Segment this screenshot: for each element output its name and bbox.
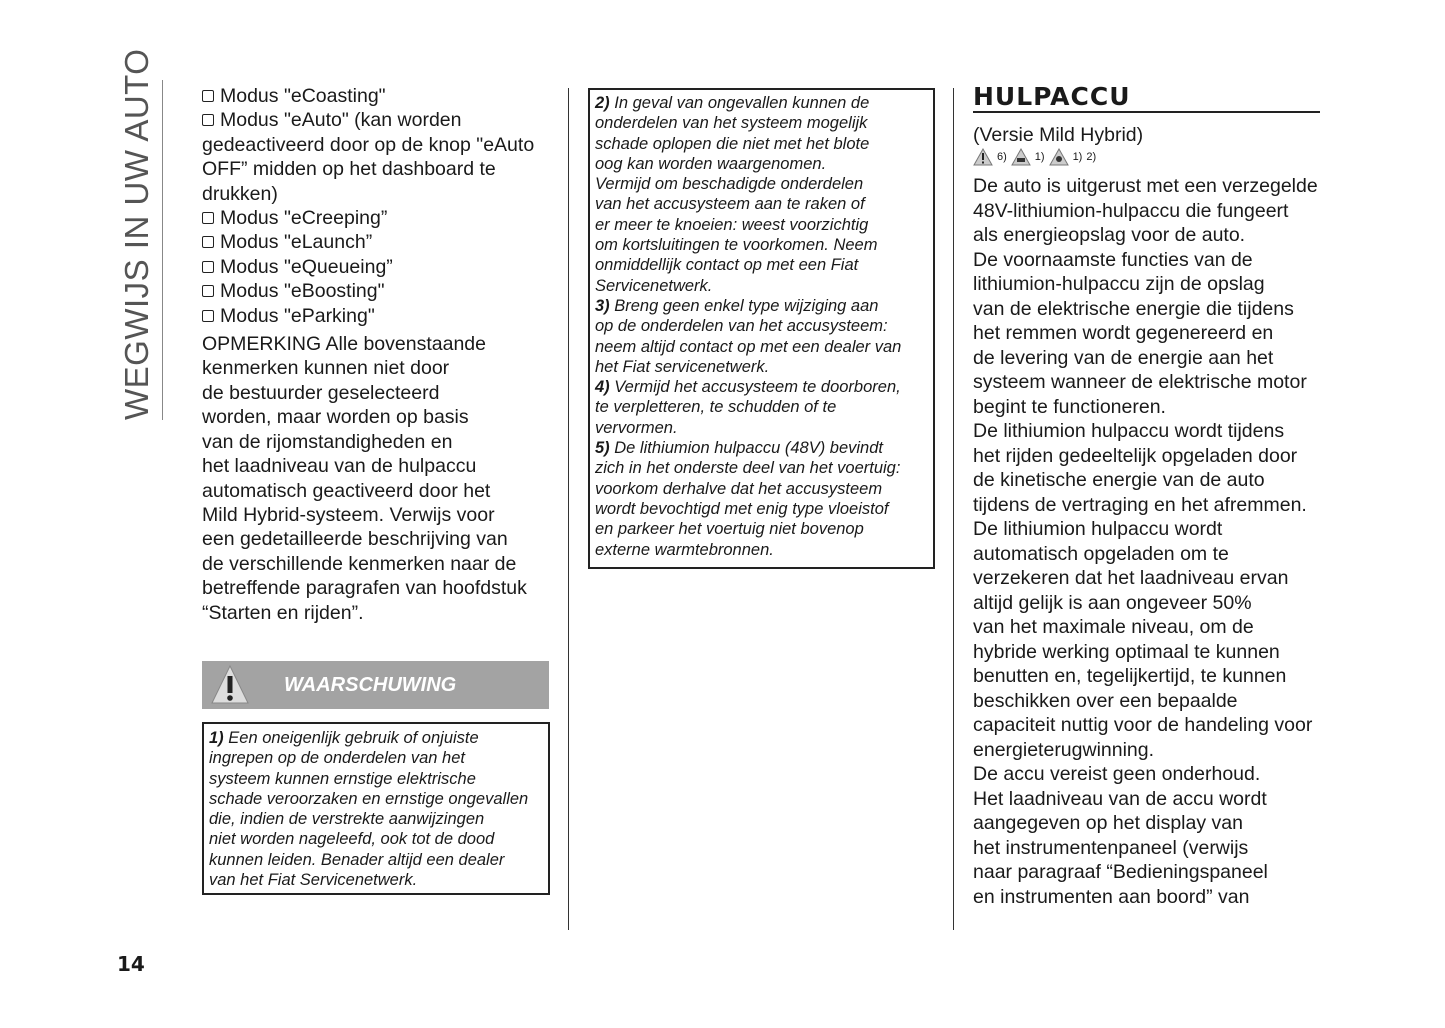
warning-note-line xyxy=(595,255,928,275)
list-item-label: Modus "eLaunch” xyxy=(220,231,373,254)
column-divider xyxy=(568,88,569,930)
warning-note-line xyxy=(209,769,543,789)
note-text: zich in het onderste deel van het voertuig: xyxy=(595,459,901,478)
list-item xyxy=(202,84,552,108)
note-text: Servicenetwerk. xyxy=(595,276,713,295)
text-line: de kinetische energie van de auto xyxy=(973,469,1265,491)
text-line: OFF” midden op het dashboard te xyxy=(202,158,496,181)
text-line: drukken) xyxy=(202,182,278,205)
list-item xyxy=(202,206,552,230)
warning-note-line xyxy=(595,93,928,113)
note-text: vervormen. xyxy=(595,418,678,437)
text-line: systeem wanneer de elektrische motor xyxy=(973,371,1307,393)
text-line: het remmen wordt gegenereerd en xyxy=(973,322,1274,344)
text-line: beschikken over een bepaalde xyxy=(973,689,1238,712)
warning-note-line xyxy=(595,519,928,539)
warning-note-line xyxy=(209,728,543,748)
note-text: te verpletteren, te schudden of te xyxy=(595,398,837,417)
warning-note-line xyxy=(595,154,928,174)
page-number: 14 xyxy=(117,952,145,976)
note-text: er meer te knoeien: weest voorzichtig xyxy=(595,215,869,234)
warning-icon xyxy=(208,663,252,707)
note-text: van het accusysteem aan te raken of xyxy=(595,195,865,214)
note-text: externe warmtebronnen. xyxy=(595,540,774,559)
ref: 1) xyxy=(1072,151,1083,163)
warning-note-line xyxy=(595,540,928,560)
note-text: Een oneigenlijk gebruik of onjuiste xyxy=(223,729,479,747)
note-text: om kortsluitingen te voorkomen. Neem xyxy=(595,236,878,255)
list-item-label: Modus "eBoosting" xyxy=(220,280,385,303)
checkbox-bullet-icon xyxy=(202,212,214,224)
warning-note-line xyxy=(209,850,543,870)
checkbox-bullet-icon xyxy=(202,261,214,273)
warning-note-line xyxy=(209,809,543,829)
warning-note-line xyxy=(209,870,543,890)
text-line: kenmerken kunnen niet door xyxy=(202,357,450,380)
note-text: van het Fiat Servicenetwerk. xyxy=(209,871,418,890)
note-text: niet worden nageleefd, ook tot de dood xyxy=(209,830,495,849)
warning-note-line xyxy=(595,194,928,214)
warning-notes-box xyxy=(588,88,935,569)
text-line: van de elektrische energie die tijdens xyxy=(973,297,1294,320)
warning-header xyxy=(202,661,549,709)
text-line: capaciteit nuttig voor de handeling voor xyxy=(973,714,1313,736)
text-line: De auto is uitgerust met een verzegelde xyxy=(973,175,1318,197)
warning-note-line xyxy=(209,748,543,768)
list-item xyxy=(202,230,552,254)
warning-note-line xyxy=(595,134,928,154)
text-line: het instrumentenpaneel (verwijs xyxy=(973,836,1249,859)
warning-note-line xyxy=(595,458,928,478)
text-line: het laadniveau van de hulpaccu xyxy=(202,455,477,478)
text-line: Mild Hybrid-systeem. Verwijs voor xyxy=(202,503,495,526)
column-divider xyxy=(953,88,954,930)
text-line: OPMERKING Alle bovenstaande xyxy=(202,333,486,356)
text-line: tijdens de vertraging en het afremmen. xyxy=(973,493,1307,516)
note-text: systeem kunnen ernstige elektrische xyxy=(209,769,476,788)
list-item-label: Modus "eAuto" (kan worden xyxy=(220,109,462,132)
section-heading: HULPACCU xyxy=(973,82,1131,111)
text-line: automatisch geactiveerd door het xyxy=(202,479,491,502)
text-line: altijd gelijk is aan ongeveer 50% xyxy=(973,591,1252,614)
note-text: op de onderdelen van het accusysteem: xyxy=(595,317,888,336)
heading-rule xyxy=(973,111,1320,113)
text-line: de bestuurder geselecteerd xyxy=(202,381,440,404)
note-number: 5) xyxy=(595,439,610,458)
list-item-label: Modus "eParking" xyxy=(220,304,375,327)
warning-title: WAARSCHUWING xyxy=(284,673,457,696)
text-line: benutten en, tegelijkertijd, te kunnen xyxy=(973,665,1287,687)
list-item-label: Modus "eCoasting" xyxy=(220,85,386,107)
environment-triangle-icon xyxy=(1049,148,1069,166)
note-text: voorkom derhalve dat het accusysteem xyxy=(595,479,883,498)
warning-note-line xyxy=(595,235,928,255)
checkbox-bullet-icon xyxy=(202,285,214,297)
note-text: Breng geen enkel type wijziging aan xyxy=(609,296,879,315)
note-text: en parkeer het voertuig niet bovenop xyxy=(595,520,864,539)
right-column-text xyxy=(973,174,1333,909)
note-text: die, indien de verstrekte aanwijzingen xyxy=(209,810,485,829)
warning-note-line xyxy=(595,397,928,417)
checkbox-bullet-icon xyxy=(202,310,214,322)
warning-note-line xyxy=(595,316,928,336)
text-line: het rijden gedeeltelijk opgeladen door xyxy=(973,444,1298,467)
text-line: De voornaamste functies van de xyxy=(973,248,1253,271)
text-line: automatisch opgeladen om te xyxy=(973,542,1229,565)
text-line: de levering van de energie aan het xyxy=(973,346,1274,369)
note-number: 2) xyxy=(595,94,610,112)
text-line: energieterugwinning. xyxy=(973,738,1155,761)
text-line: De lithiumion hulpaccu wordt xyxy=(973,518,1223,540)
text-line: de verschillende kenmerken naar de xyxy=(202,552,517,575)
text-line: als energieopslag voor de auto. xyxy=(973,224,1246,246)
text-line: worden, maar worden op basis xyxy=(202,406,469,429)
note-text: Vermijd het accusysteem te doorboren, xyxy=(609,378,901,397)
warning-note-line xyxy=(209,789,543,809)
warning-note-line xyxy=(209,829,543,849)
warning-box xyxy=(202,722,550,895)
warning-note-line xyxy=(595,499,928,519)
sidebar-divider xyxy=(162,80,163,420)
text-line: Het laadniveau van de accu wordt xyxy=(973,787,1267,810)
warning-note-line xyxy=(595,357,928,377)
ref: 6) xyxy=(997,151,1007,163)
warning-note-line xyxy=(595,276,928,296)
list-item xyxy=(202,304,552,328)
note-text: schade oplopen die niet met het blote xyxy=(595,134,870,153)
car-triangle-icon xyxy=(1011,148,1031,166)
left-column xyxy=(202,84,552,625)
text-line: De lithiumion hulpaccu wordt tijdens xyxy=(973,420,1285,442)
text-line: van de rijomstandigheden en xyxy=(202,430,453,453)
warning-note-line xyxy=(595,418,928,438)
note-text: wordt bevochtigd met enig type vloeistof xyxy=(595,499,889,518)
note-text: schade veroorzaken en ernstige ongevallen xyxy=(209,789,529,808)
note-text: neem altijd contact op met een dealer van xyxy=(595,337,902,356)
text-line: hybride werking optimaal te kunnen xyxy=(973,640,1280,663)
checkbox-bullet-icon xyxy=(202,236,214,248)
warning-note-line xyxy=(595,377,928,397)
note-text: oog kan worden waargenomen. xyxy=(595,154,827,173)
warning-note-line xyxy=(595,215,928,235)
text-line: begint te functioneren. xyxy=(973,395,1166,418)
text-line: aangegeven op het display van xyxy=(973,812,1243,834)
note-text: De lithiumion hulpaccu (48V) bevindt xyxy=(609,439,883,458)
ref: 2) xyxy=(1086,151,1097,163)
list-item-label: Modus "eCreeping” xyxy=(220,207,388,230)
list-item xyxy=(202,255,552,279)
warning-note-line xyxy=(595,438,928,458)
list-item xyxy=(202,279,552,303)
checkbox-bullet-icon xyxy=(202,114,214,126)
text-line: gedeactiveerd door op de knop "eAuto xyxy=(202,133,535,156)
checkbox-bullet-icon xyxy=(202,90,214,102)
note-text: onmiddellijk contact op met een Fiat xyxy=(595,256,859,275)
reference-icons xyxy=(973,148,1096,166)
text-line: lithiumion-hulpaccu zijn de opslag xyxy=(973,273,1265,295)
warning-note-line xyxy=(595,113,928,133)
text-line: verzekeren dat het laadniveau ervan xyxy=(973,567,1289,589)
text-line: “Starten en rijden”. xyxy=(202,601,364,624)
version-label: (Versie Mild Hybrid) xyxy=(973,124,1144,146)
warning-note-line xyxy=(595,337,928,357)
warning-triangle-icon xyxy=(973,148,993,166)
text-line: 48V-lithiumion-hulpaccu die fungeert xyxy=(973,199,1289,222)
warning-note-line xyxy=(595,479,928,499)
note-text: het Fiat servicenetwerk. xyxy=(595,357,770,376)
text-line: een gedetailleerde beschrijving van xyxy=(202,528,508,551)
text-line: en instrumenten aan boord” van xyxy=(973,885,1250,908)
list-item-label: Modus "eQueueing” xyxy=(220,255,393,278)
text-line: De accu vereist geen onderhoud. xyxy=(973,763,1261,785)
note-text: kunnen leiden. Benader altijd een dealer xyxy=(209,850,505,869)
list-item xyxy=(202,108,552,132)
warning-note-line xyxy=(595,174,928,194)
section-title: WEGWIJS IN UW AUTO xyxy=(118,48,155,420)
note-text: In geval van ongevallen kunnen de xyxy=(609,94,870,112)
note-text: ingrepen op de onderdelen van het xyxy=(209,749,465,768)
text-line: van het maximale niveau, om de xyxy=(973,616,1254,638)
note-number: 1) xyxy=(209,729,224,747)
warning-note-line xyxy=(595,296,928,316)
note-number: 4) xyxy=(595,378,610,397)
note-number: 3) xyxy=(595,296,610,315)
text-line: naar paragraaf “Bedieningspaneel xyxy=(973,861,1268,883)
text-line: betreffende paragrafen van hoofdstuk xyxy=(202,577,527,600)
note-text: onderdelen van het systeem mogelijk xyxy=(595,114,868,133)
ref: 1) xyxy=(1034,151,1045,163)
note-text: Vermijd om beschadigde onderdelen xyxy=(595,175,864,194)
